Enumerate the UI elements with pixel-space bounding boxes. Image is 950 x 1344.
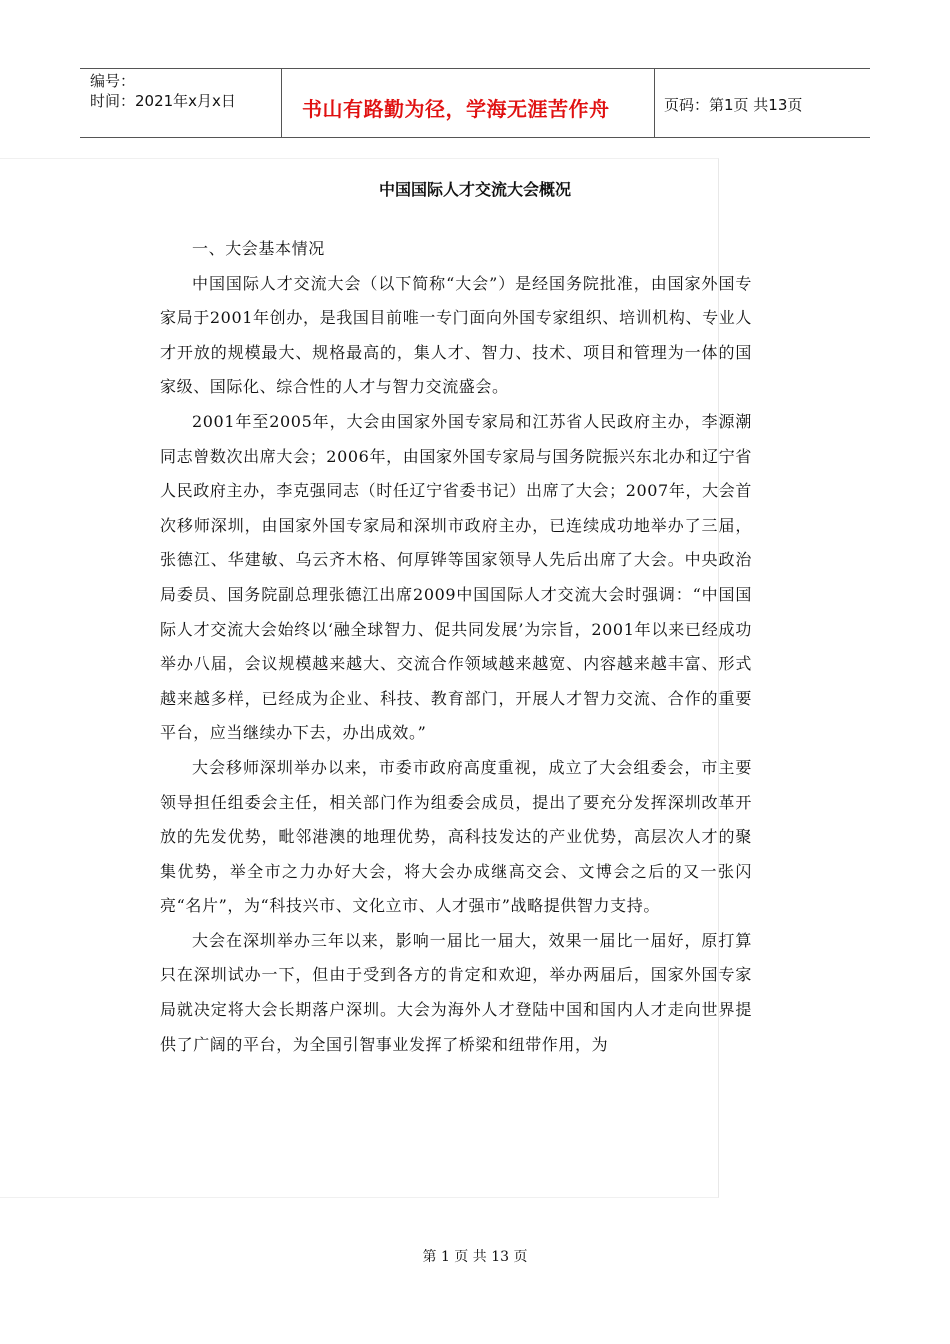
paragraph: 大会移师深圳举办以来，市委市政府高度重视，成立了大会组委会，市主要领导担任组委会主任，相关部门作为组委会成员，提出了要充分发挥深圳改革开放的先发优势，毗邻港澳的地理优势，高科技发达的产业优势，高层次人才的聚集优势，举全市之力办好大会，将大会办成继高交会、文博会之后的又一张闪亮“名片”，为“科技兴市、文化立市、人才强市”战略提供智力支持。 [160, 757, 752, 916]
header-motto-cell [282, 69, 655, 137]
page-footer: 第 1 页 共 13 页 [422, 1249, 528, 1265]
paragraph: 2001年至2005年，大会由国家外国专家局和江苏省人民政府主办，李源潮同志曾数次出席大会；2006年，由国家外国专家局与国务院振兴东北办和辽宁省人民政府主办，李克强同志（时任辽宁省委书记）出席了大会；2007年，大会首次移师深圳，由国家外国专家局和深圳市政府主办，已连续成功地举办了三届，张德江、华建敏、乌云齐木格、何厚铧等国家领导人先后出席了大会。中央政治局委员、国务院副总理张德江出席2009中国国际人才交流大会时强调：“中国国际人才交流大会始终以‘融全球智力、促共同发展’为宗旨，2001年以来已经成功举办八届，会议规模越来越大、交流合作领域越来越宽、内容越来越丰富、形式越来越多样，已经成为企业、科技、教育部门，开展人才智力交流、合作的重要平台，应当继续办下去，办出成效。” [160, 411, 752, 743]
page-code: 页码：第1页 共13页 [664, 96, 803, 114]
section-heading: 一、大会基本情况 [192, 239, 325, 258]
document-header [80, 68, 870, 138]
paragraph: 大会在深圳举办三年以来，影响一届比一届大，效果一届比一届好，原打算只在深圳试办一下，但由于受到各方的肯定和欢迎，举办两届后，国家外国专家局就决定将大会长期落户深圳。大会为海外人才登陆中国和国内人才走向世界提供了广阔的平台，为全国引智事业发挥了桥梁和纽带作用，为 [160, 930, 752, 1054]
document-body [160, 232, 752, 1062]
document-title: 中国国际人才交流大会概况 [378, 180, 571, 199]
header-meta-cell [80, 69, 282, 137]
header-page-cell [655, 69, 870, 137]
time-label: 时间：2021年x月x日 [90, 92, 236, 110]
paragraph: 中国国际人才交流大会（以下简称“大会”）是经国务院批准，由国家外国专家局于2001年创办，是我国目前唯一专门面向外国专家组织、培训机构、专业人才开放的规模最大、规格最高的，集人才、智力、技术、项目和管理为一体的国家级、国际化、综合性的人才与智力交流盛会。 [160, 273, 752, 397]
number-label: 编号： [90, 72, 136, 90]
motto-text: 书山有路勤为径，学海无涯苦作舟 [302, 97, 610, 121]
